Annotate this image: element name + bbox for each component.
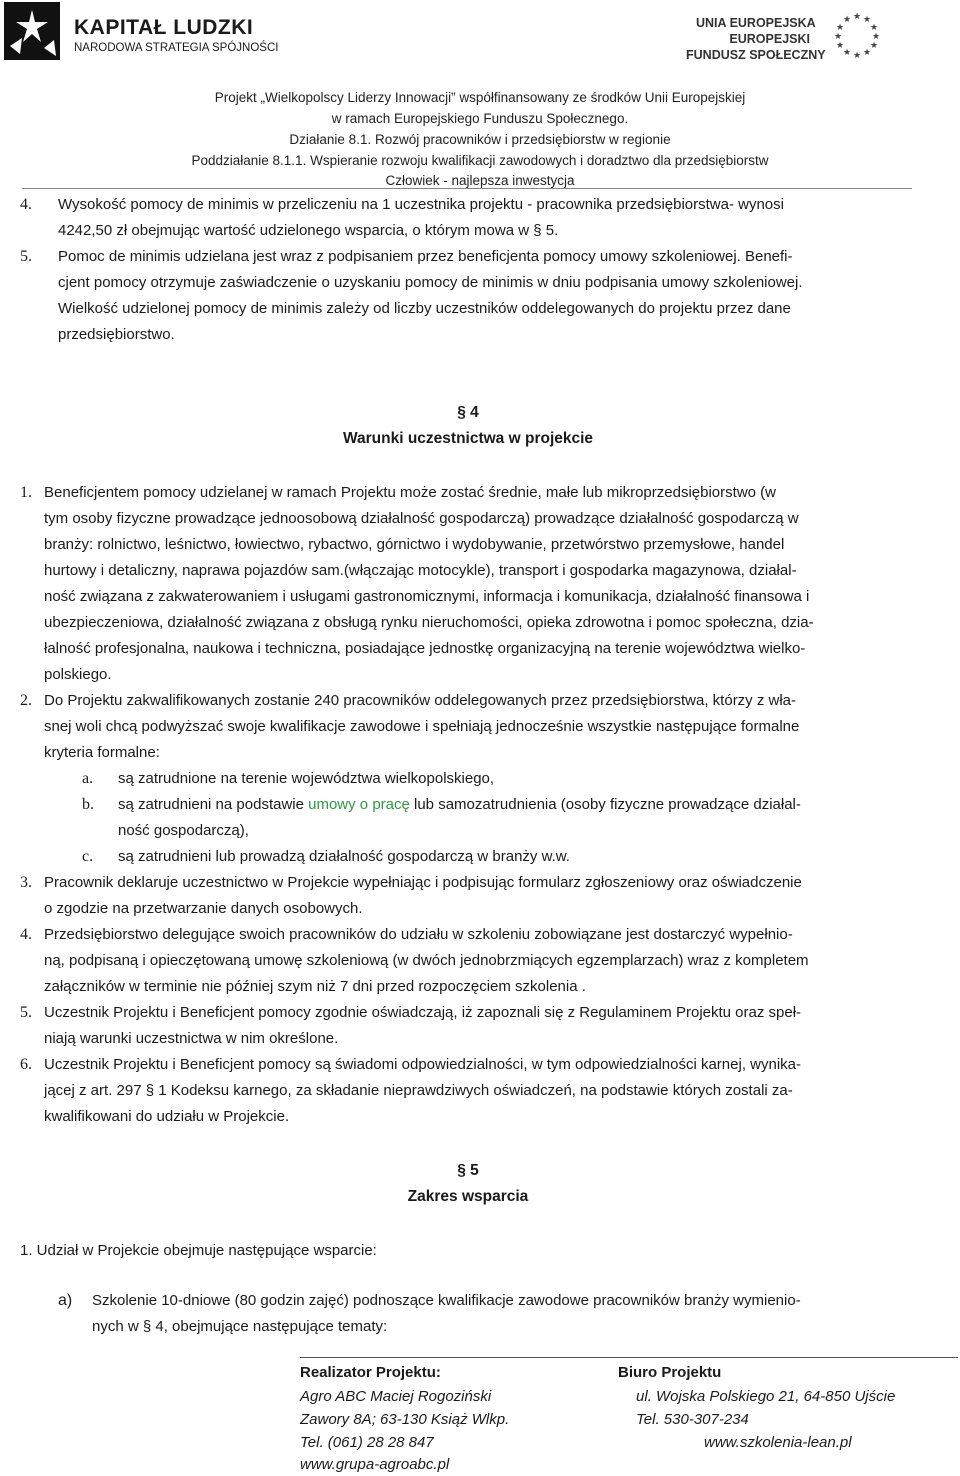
header-project-line3: Działanie 8.1. Rozwój pracowników i przedsiębiorstw w regionie [289, 132, 671, 147]
list-number: 5. [20, 1004, 32, 1021]
section-number: § 5 [457, 1162, 479, 1179]
list-number: 2. [20, 692, 32, 709]
svg-text:★: ★ [852, 11, 862, 21]
footer-realizator-website[interactable]: www.grupa-agroabc.pl [300, 1456, 450, 1473]
paragraph-line: branży: rolnictwo, leśnictwo, łowiectwo, rybactwo, górnictwo i wydobywanie, przetwórstwo przemysłowe, handel [44, 536, 785, 553]
footer-office-heading: Biuro Projektu [618, 1364, 722, 1381]
paragraph-line: niają warunki uczestnictwa w nim określone. [44, 1030, 339, 1047]
paragraph-line: Uczestnik Projektu i Beneficjent pomocy są świadomi odpowiedzialności, w tym odpowiedzialności karnej, wynika- [44, 1056, 802, 1073]
paragraph-line: hurtowy i detaliczny, naprawa pojazdów sam.(włączając motocykle), transport i gospodarka magazynowa, działal- [44, 562, 797, 579]
footer-realizator-heading: Realizator Projektu: [300, 1364, 441, 1381]
section-title: Warunki uczestnictwa w projekcie [342, 430, 594, 447]
footer-divider [300, 1357, 958, 1358]
footer-realizator-phone: Tel. (061) 28 28 847 [300, 1434, 434, 1451]
paragraph-line: kryteria formalne: [44, 744, 160, 761]
paragraph-line: kwalifikowani do udziału w Projekcie. [44, 1108, 290, 1125]
paragraph-line: przedsiębiorstwo. [58, 326, 175, 343]
svg-text:★: ★ [869, 22, 879, 32]
eu-logo [686, 10, 958, 70]
paragraph-line: polskiego. [44, 666, 112, 683]
section-number: § 4 [457, 404, 479, 421]
svg-text:★: ★ [862, 47, 872, 57]
paragraph-line: są zatrudnione na terenie województwa wielkopolskiego, [118, 770, 495, 787]
sublist-label: c. [82, 848, 94, 865]
sublist-label: a) [58, 1292, 73, 1309]
paragraph-line: cjent pomocy otrzymuje zaświadczenie o uzyskaniu pomocy de minimis w dniu podpisania umowy szkoleniowej. [58, 274, 803, 291]
paragraph-line: 1. Udział w Projekcie obejmuje następujące wsparcie: [20, 1242, 377, 1259]
paragraph-line [118, 792, 801, 818]
svg-text:★: ★ [835, 22, 845, 32]
list-number: 6. [20, 1056, 32, 1073]
header-project-line4: Poddziałanie 8.1.1. Wspieranie rozwoju kwalifikacji zawodowych i doradztwo dla przedsiębiorstw [191, 153, 769, 168]
paragraph-line: Wysokość pomocy de minimis w przeliczeniu na 1 uczestnika projektu - pracownika przedsiębiorstwa- wynosi [58, 196, 784, 213]
paragraph-line: Przedsiębiorstwo delegujące swoich pracowników do udziału w szkoleniu zobowiązane jest dostarczyć wypełnio- [44, 926, 793, 943]
highlighted-text: umowy o pracę [308, 796, 410, 813]
kapital-ludzki-emblem [4, 2, 60, 60]
footer-office-phone: Tel. 530-307-234 [636, 1411, 749, 1428]
paragraph-line: Pomoc de minimis udzielana jest wraz z podpisaniem przez beneficjenta pomocy umowy szkoleniowej. Benefi- [58, 248, 793, 265]
svg-text:★: ★ [833, 31, 843, 41]
paragraph-line: Uczestnik Projektu i Beneficjent pomocy zgodnie oświadczają, iż zapoznali się z Regulaminem Projektu oraz speł- [44, 1004, 802, 1021]
paragraph-line: załączników w terminie nie później szym niż 7 dni przed rozpoczęciem szkolenia . [44, 978, 586, 995]
header-project-line1: Projekt „Wielkopolscy Liderzy Innowacji” współfinansowany ze środków Unii Europejskiej [214, 90, 746, 105]
list-number: 4. [20, 196, 32, 213]
svg-text:★: ★ [869, 40, 879, 50]
paragraph-line: Wielkość udzielonej pomocy de minimis zależy od liczby uczestników oddelegowanych do projektu przez dane [58, 300, 791, 317]
footer-realizator-name: Agro ABC Maciej Rogoziński [300, 1388, 492, 1405]
paragraph-line: są zatrudnieni lub prowadzą działalność gospodarczą w branży w.w. [118, 848, 570, 865]
list-number: 3. [20, 874, 32, 891]
header-project-line2: w ramach Europejskiego Funduszu Społecznego. [331, 111, 629, 126]
logo-subtitle: NARODOWA STRATEGIA SPÓJNOŚCI [74, 42, 279, 54]
eu-stars-icon [832, 10, 882, 60]
svg-text:★: ★ [835, 40, 845, 50]
paragraph-line: Beneficjentem pomocy udzielanej w ramach Projektu może zostać średnie, małe lub mikroprzedsiębiorstwo (w [44, 484, 776, 501]
paragraph-line: łalność profesjonalna, naukowa i techniczna, posiadające jednostkę organizacyjną na terenie województwa wielko- [44, 640, 806, 657]
paragraph-line: Szkolenie 10-dniowe (80 godzin zajęć) podnoszące kwalifikacje zawodowe pracowników branży wymienio- [92, 1292, 801, 1309]
paragraph-line: ną, podpisaną i opieczętowaną umowę szkoleniową (w dwóch jednobrzmiących egzemplarzach) wraz z kompletem [44, 952, 809, 969]
eu-logo-line2: EUROPEJSKI [729, 32, 810, 46]
text-run: są zatrudnieni na podstawie [118, 796, 309, 813]
footer-office-address: ul. Wojska Polskiego 21, 64-850 Ujście [636, 1388, 896, 1405]
paragraph-line: 4242,50 zł obejmując wartość udzielonego wsparcia, o którym mowa w § 5. [58, 222, 559, 239]
svg-text:★: ★ [862, 14, 872, 24]
text-run: lub samozatrudnienia (osoby fizyczne prowadzące działal- [409, 796, 801, 813]
svg-text:★: ★ [852, 50, 862, 60]
paragraph-line: ubezpieczeniowa, działalność związana z obsługą rynku nieruchomości, opieka zdrowotna i pomoc społeczna, dzia- [44, 614, 814, 631]
header-divider [22, 188, 912, 189]
paragraph-line: tym osoby fizyczne prowadzące jednoosobową działalność gospodarczą) prowadzące działalność gospodarczą w [44, 510, 799, 527]
header-project-line5: Człowiek - najlepsza inwestycja [385, 173, 575, 188]
kapital-ludzki-logo [4, 2, 304, 66]
section-title: Zakres wsparcia [407, 1188, 529, 1205]
svg-text:★: ★ [871, 31, 881, 41]
svg-text:★: ★ [842, 14, 852, 24]
eu-logo-line1: UNIA EUROPEJSKA [696, 16, 816, 30]
list-number: 1. [20, 484, 32, 501]
eu-logo-line3: FUNDUSZ SPOŁECZNY [686, 48, 826, 62]
sublist-label: b. [82, 796, 94, 813]
paragraph-line: Do Projektu zakwalifikowanych zostanie 240 pracowników oddelegowanych przez przedsiębiorstwa, którzy z wła- [44, 692, 797, 709]
logo-title: KAPITAŁ LUDZKI [74, 16, 254, 39]
footer-office-website[interactable]: www.szkolenia-lean.pl [704, 1434, 852, 1451]
svg-text:★: ★ [842, 47, 852, 57]
paragraph-line: snej woli chcą podwyższać swoje kwalifikacje zawodowe i spełniają jednocześnie wszystkie następujące formalne [44, 718, 800, 735]
paragraph-line: ność związana z zakwaterowaniem i usługami gastronomicznymi, informacja i komunikacja, działalność finansowa i [44, 588, 810, 605]
paragraph-line: nych w § 4, obejmujące następujące tematy: [92, 1318, 388, 1335]
list-number: 4. [20, 926, 32, 943]
list-number: 5. [20, 248, 32, 265]
footer-realizator-address: Zawory 8A; 63-130 Książ Wlkp. [300, 1411, 510, 1428]
paragraph-line: jącej z art. 297 § 1 Kodeksu karnego, za składanie nieprawdziwych oświadczeń, na podstawie których zostali za- [44, 1082, 793, 1099]
paragraph-line: Pracownik deklaruje uczestnictwo w Projekcie wypełniając i podpisując formularz zgłoszeniowy oraz oświadczenie [44, 874, 802, 891]
paragraph-line: ność gospodarczą), [118, 822, 249, 839]
paragraph-line: o zgodzie na przetwarzanie danych osobowych. [44, 900, 363, 917]
sublist-label: a. [82, 770, 94, 787]
